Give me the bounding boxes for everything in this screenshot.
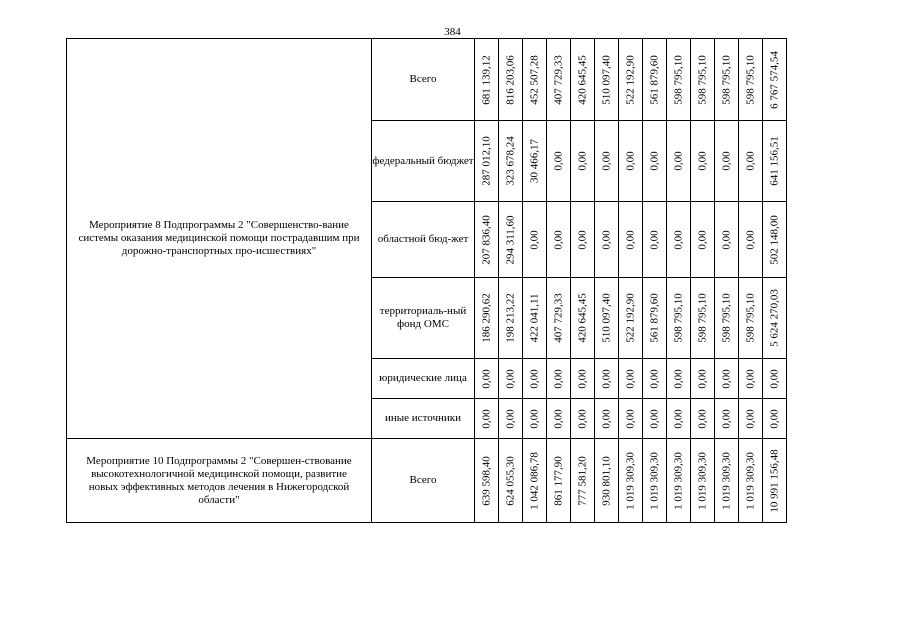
amount-value: 0,00 xyxy=(624,408,636,429)
amount-cell xyxy=(763,359,787,399)
amount-cell xyxy=(739,121,763,202)
amount-cell xyxy=(619,202,643,278)
amount-value: 0,00 xyxy=(576,408,588,429)
amount-value: 1 019 309,30 xyxy=(720,451,732,510)
amount-value: 0,00 xyxy=(600,229,612,250)
amount-cell xyxy=(571,39,595,121)
amount-cell xyxy=(667,278,691,359)
amount-cell xyxy=(499,439,523,523)
amount-cell xyxy=(547,278,571,359)
amount-cell xyxy=(595,278,619,359)
amount-value: 0,00 xyxy=(600,368,612,389)
amount-cell xyxy=(523,39,547,121)
amount-value: 0,00 xyxy=(744,229,756,250)
amount-value: 641 156,51 xyxy=(768,136,780,186)
amount-value: 0,00 xyxy=(648,229,660,250)
amount-value: 10 991 156,48 xyxy=(768,448,780,513)
amount-cell xyxy=(715,121,739,202)
amount-cell xyxy=(715,202,739,278)
amount-value: 930 801,10 xyxy=(600,455,612,506)
amount-cell xyxy=(763,399,787,439)
table-row xyxy=(67,39,787,121)
amount-value: 598 795,10 xyxy=(720,54,732,105)
amount-value: 0,00 xyxy=(504,368,516,389)
amount-value: 0,00 xyxy=(576,229,588,250)
amount-cell xyxy=(739,202,763,278)
amount-value: 0,00 xyxy=(696,368,708,389)
amount-cell xyxy=(667,399,691,439)
amount-value: 1 019 309,30 xyxy=(672,451,684,510)
amount-value: 420 645,45 xyxy=(576,293,588,343)
amount-value: 598 795,10 xyxy=(672,293,684,343)
amount-value: 407 729,33 xyxy=(552,293,564,343)
amount-value: 598 795,10 xyxy=(720,293,732,343)
amount-cell xyxy=(691,439,715,523)
amount-cell xyxy=(619,439,643,523)
amount-cell xyxy=(547,202,571,278)
amount-cell xyxy=(475,439,499,523)
amount-cell xyxy=(739,439,763,523)
amount-value: 522 192,90 xyxy=(624,293,636,343)
amount-value: 0,00 xyxy=(528,368,540,389)
amount-cell xyxy=(499,39,523,121)
amount-value: 0,00 xyxy=(720,368,732,389)
amount-value: 777 581,20 xyxy=(576,455,588,506)
amount-cell xyxy=(595,202,619,278)
funding-source: юридические лица xyxy=(372,359,475,399)
amount-value: 0,00 xyxy=(552,229,564,250)
amount-cell xyxy=(523,439,547,523)
amount-cell xyxy=(691,39,715,121)
amount-cell xyxy=(571,121,595,202)
measure-description: Мероприятие 8 Подпрограммы 2 "Совершенство-вание системы оказания медицинской помощи пострадавшим при дорожно-транспортных про-исшествиях" xyxy=(67,39,372,439)
amount-cell xyxy=(595,39,619,121)
amount-value: 522 192,90 xyxy=(624,54,636,105)
amount-cell xyxy=(643,202,667,278)
amount-value: 5 624 270,03 xyxy=(768,289,780,347)
amount-cell xyxy=(715,399,739,439)
amount-value: 598 795,10 xyxy=(696,54,708,105)
amount-value: 0,00 xyxy=(672,368,684,389)
amount-cell xyxy=(667,359,691,399)
amount-cell xyxy=(499,202,523,278)
amount-cell xyxy=(643,399,667,439)
amount-cell xyxy=(691,121,715,202)
amount-cell xyxy=(547,359,571,399)
amount-cell xyxy=(475,202,499,278)
amount-value: 0,00 xyxy=(744,368,756,389)
amount-value: 0,00 xyxy=(744,151,756,171)
funding-source: федеральный бюджет xyxy=(372,121,475,202)
amount-value: 0,00 xyxy=(576,368,588,389)
amount-value: 561 879,60 xyxy=(648,54,660,105)
amount-cell xyxy=(571,359,595,399)
measure-description: Мероприятие 10 Подпрограммы 2 "Совершен-ствование высокотехнологичной медицинской помощи, развитие новых эффективных методов лечения в Нижегородской области" xyxy=(67,439,372,523)
amount-value: 0,00 xyxy=(480,368,492,389)
amount-value: 1 019 309,30 xyxy=(696,451,708,510)
funding-source: иные источники xyxy=(372,399,475,439)
amount-value: 0,00 xyxy=(720,229,732,250)
amount-value: 0,00 xyxy=(624,229,636,250)
page-number: 384 xyxy=(444,26,461,38)
amount-cell xyxy=(643,359,667,399)
amount-cell xyxy=(523,359,547,399)
amount-cell xyxy=(571,439,595,523)
amount-value: 0,00 xyxy=(672,408,684,429)
amount-value: 186 290,62 xyxy=(480,293,492,343)
amount-value: 0,00 xyxy=(600,408,612,429)
amount-value: 0,00 xyxy=(768,368,780,389)
amount-cell xyxy=(475,399,499,439)
amount-value: 0,00 xyxy=(624,368,636,389)
amount-value: 0,00 xyxy=(720,151,732,171)
amount-value: 0,00 xyxy=(696,408,708,429)
amount-value: 598 795,10 xyxy=(744,54,756,105)
amount-cell xyxy=(619,278,643,359)
amount-cell xyxy=(691,202,715,278)
amount-value: 0,00 xyxy=(552,151,564,171)
amount-value: 0,00 xyxy=(672,229,684,250)
amount-value: 561 879,60 xyxy=(648,293,660,343)
amount-value: 407 729,33 xyxy=(552,54,564,105)
amount-value: 420 645,45 xyxy=(576,54,588,105)
amount-value: 0,00 xyxy=(696,151,708,171)
amount-value: 1 019 309,30 xyxy=(624,451,636,510)
amount-value: 0,00 xyxy=(624,151,636,171)
funding-source: Всего xyxy=(372,439,475,523)
amount-cell xyxy=(667,39,691,121)
funding-source: территориаль-ный фонд ОМС xyxy=(372,278,475,359)
amount-cell xyxy=(547,39,571,121)
amount-cell xyxy=(499,399,523,439)
amount-value: 287 012,10 xyxy=(480,136,492,186)
amount-value: 0,00 xyxy=(648,408,660,429)
amount-value: 624 055,30 xyxy=(504,455,516,506)
amount-cell xyxy=(643,121,667,202)
amount-cell xyxy=(619,359,643,399)
amount-cell xyxy=(667,439,691,523)
amount-value: 323 678,24 xyxy=(504,136,516,186)
amount-value: 1 019 309,30 xyxy=(744,451,756,510)
amount-cell xyxy=(691,399,715,439)
amount-cell xyxy=(619,39,643,121)
funding-source: Всего xyxy=(372,39,475,121)
amount-value: 681 139,12 xyxy=(480,54,492,105)
amount-cell xyxy=(619,399,643,439)
amount-cell xyxy=(691,278,715,359)
amount-value: 452 507,28 xyxy=(528,54,540,105)
amount-cell xyxy=(595,359,619,399)
amount-value: 0,00 xyxy=(648,368,660,389)
amount-value: 0,00 xyxy=(552,368,564,389)
amount-value: 0,00 xyxy=(528,408,540,429)
table-row xyxy=(67,439,787,523)
amount-cell xyxy=(523,202,547,278)
amount-cell xyxy=(547,121,571,202)
amount-cell xyxy=(619,121,643,202)
amount-cell xyxy=(643,439,667,523)
amount-cell xyxy=(475,278,499,359)
amount-value: 0,00 xyxy=(504,408,516,429)
amount-cell xyxy=(499,359,523,399)
amount-cell xyxy=(763,202,787,278)
amount-value: 1 019 309,30 xyxy=(648,451,660,510)
amount-cell xyxy=(523,399,547,439)
amount-cell xyxy=(739,39,763,121)
amount-cell xyxy=(499,278,523,359)
amount-value: 0,00 xyxy=(744,408,756,429)
amount-cell xyxy=(715,439,739,523)
amount-value: 598 795,10 xyxy=(672,54,684,105)
amount-value: 0,00 xyxy=(552,408,564,429)
amount-value: 0,00 xyxy=(768,408,780,429)
amount-value: 1 042 086,78 xyxy=(528,451,540,510)
amount-value: 0,00 xyxy=(480,408,492,429)
amount-value: 502 148,00 xyxy=(768,214,780,265)
amount-cell xyxy=(595,439,619,523)
amount-cell xyxy=(739,278,763,359)
amount-value: 0,00 xyxy=(672,151,684,171)
amount-value: 0,00 xyxy=(600,151,612,171)
amount-value: 816 203,06 xyxy=(504,54,516,105)
amount-value: 0,00 xyxy=(528,229,540,250)
amount-cell xyxy=(523,278,547,359)
amount-cell xyxy=(571,202,595,278)
amount-value: 6 767 574,54 xyxy=(768,50,780,109)
amount-cell xyxy=(523,121,547,202)
amount-cell xyxy=(475,39,499,121)
amount-cell xyxy=(715,39,739,121)
amount-cell xyxy=(499,121,523,202)
amount-cell xyxy=(667,121,691,202)
amount-value: 510 097,40 xyxy=(600,54,612,105)
amount-value: 0,00 xyxy=(648,151,660,171)
amount-value: 0,00 xyxy=(576,151,588,171)
amount-cell xyxy=(595,399,619,439)
amount-cell xyxy=(739,359,763,399)
funding-source: областной бюд-жет xyxy=(372,202,475,278)
amount-value: 639 598,40 xyxy=(480,455,492,506)
amount-value: 30 466,17 xyxy=(528,139,540,183)
amount-cell xyxy=(475,121,499,202)
amount-cell xyxy=(763,278,787,359)
amount-value: 598 795,10 xyxy=(744,293,756,343)
amount-value: 294 311,60 xyxy=(504,214,516,265)
amount-cell xyxy=(643,39,667,121)
amount-cell xyxy=(763,39,787,121)
amount-value: 861 177,90 xyxy=(552,455,564,506)
budget-table xyxy=(66,38,787,523)
amount-value: 0,00 xyxy=(720,408,732,429)
amount-cell xyxy=(547,439,571,523)
amount-cell xyxy=(643,278,667,359)
amount-cell xyxy=(763,439,787,523)
amount-cell xyxy=(691,359,715,399)
amount-value: 0,00 xyxy=(696,229,708,250)
amount-cell xyxy=(595,121,619,202)
amount-cell xyxy=(571,278,595,359)
amount-value: 207 836,40 xyxy=(480,214,492,265)
amount-value: 198 213,22 xyxy=(504,293,516,343)
amount-cell xyxy=(475,359,499,399)
amount-value: 598 795,10 xyxy=(696,293,708,343)
amount-cell xyxy=(739,399,763,439)
amount-value: 422 041,11 xyxy=(528,293,540,343)
amount-cell xyxy=(547,399,571,439)
amount-cell xyxy=(763,121,787,202)
amount-cell xyxy=(667,202,691,278)
amount-cell xyxy=(715,278,739,359)
amount-cell xyxy=(715,359,739,399)
amount-value: 510 097,40 xyxy=(600,293,612,343)
amount-cell xyxy=(571,399,595,439)
